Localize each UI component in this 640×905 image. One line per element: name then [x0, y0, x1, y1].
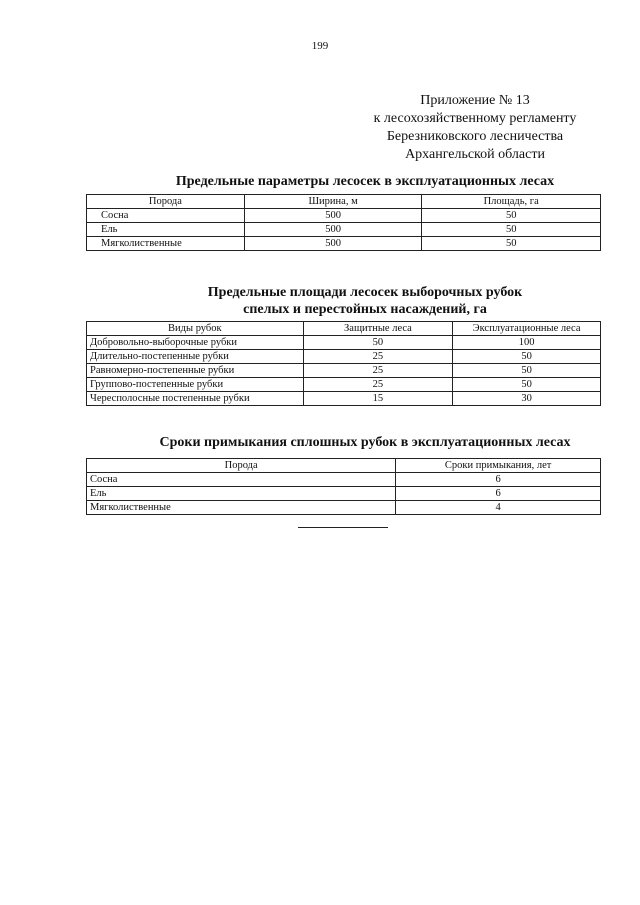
table-cell: Добровольно-выборочные рубки	[87, 336, 304, 350]
table-cell: 4	[396, 501, 601, 515]
page-number: 199	[311, 40, 329, 52]
column-header: Защитные леса	[303, 322, 453, 336]
table-cell: 500	[244, 237, 422, 251]
appendix-line: Архангельской области	[405, 147, 545, 162]
table-row	[87, 501, 601, 515]
table-cell: 15	[303, 392, 453, 406]
table-cell: 50	[453, 378, 601, 392]
section2-heading	[130, 284, 600, 318]
table-cell: Длительно-постепенные рубки	[87, 350, 304, 364]
appendix-line: Березниковского лесничества	[386, 129, 564, 144]
table-cell: Мягколиственные	[87, 237, 245, 251]
appendix-title: Приложение № 13	[420, 93, 530, 108]
table-cell: Чересполосные постепенные рубки	[87, 392, 304, 406]
table-row	[87, 223, 601, 237]
table-header-row	[87, 322, 601, 336]
table-cell: 500	[244, 223, 422, 237]
table-cell: 50	[422, 223, 601, 237]
table-row	[87, 209, 601, 223]
table-header-row	[87, 459, 601, 473]
table-cell: 50	[422, 209, 601, 223]
table-row	[87, 378, 601, 392]
table-row	[87, 392, 601, 406]
table-cell: 100	[453, 336, 601, 350]
heading-line: Предельные площади лесосек выборочных рубок	[207, 285, 523, 300]
column-header: Площадь, га	[422, 195, 601, 209]
closing-rule	[298, 527, 388, 528]
table-cell: 500	[244, 209, 422, 223]
table-cell: Равномерно-постепенные рубки	[87, 364, 304, 378]
table-header-row	[87, 195, 601, 209]
table-cell: 25	[303, 378, 453, 392]
section1-heading: Предельные параметры лесосек в эксплуатационных лесах	[175, 174, 555, 189]
table-cell: 50	[303, 336, 453, 350]
appendix-line: к лесохозяйственному регламенту	[373, 111, 577, 126]
table-cell: Ель	[87, 487, 396, 501]
table-cell: 6	[396, 487, 601, 501]
table-row	[87, 364, 601, 378]
table-cell: Сосна	[87, 209, 245, 223]
table-row	[87, 237, 601, 251]
column-header: Виды рубок	[87, 322, 304, 336]
section3-heading: Сроки примыкания сплошных рубок в эксплуатационных лесах	[159, 435, 571, 450]
table-cell: 50	[422, 237, 601, 251]
table-cell: Группово-постепенные рубки	[87, 378, 304, 392]
column-header: Эксплуатационные леса	[453, 322, 601, 336]
column-header: Ширина, м	[244, 195, 422, 209]
table-cell: Ель	[87, 223, 245, 237]
cutting-area-parameters-table	[86, 194, 601, 251]
appendix-block	[340, 92, 610, 164]
table-cell: Мягколиственные	[87, 501, 396, 515]
table-row	[87, 350, 601, 364]
table-row	[87, 473, 601, 487]
table-cell: Сосна	[87, 473, 396, 487]
column-header: Сроки примыкания, лет	[396, 459, 601, 473]
table-cell: 25	[303, 350, 453, 364]
table-cell: 25	[303, 364, 453, 378]
table-cell: 50	[453, 350, 601, 364]
column-header: Порода	[87, 195, 245, 209]
heading-line: спелых и перестойных насаждений, га	[243, 302, 487, 317]
table-row	[87, 336, 601, 350]
table-cell: 30	[453, 392, 601, 406]
table-cell: 50	[453, 364, 601, 378]
table-cell: 6	[396, 473, 601, 487]
adjacency-period-table	[86, 458, 601, 515]
table-row	[87, 487, 601, 501]
selective-cutting-area-table	[86, 321, 601, 406]
column-header: Порода	[87, 459, 396, 473]
